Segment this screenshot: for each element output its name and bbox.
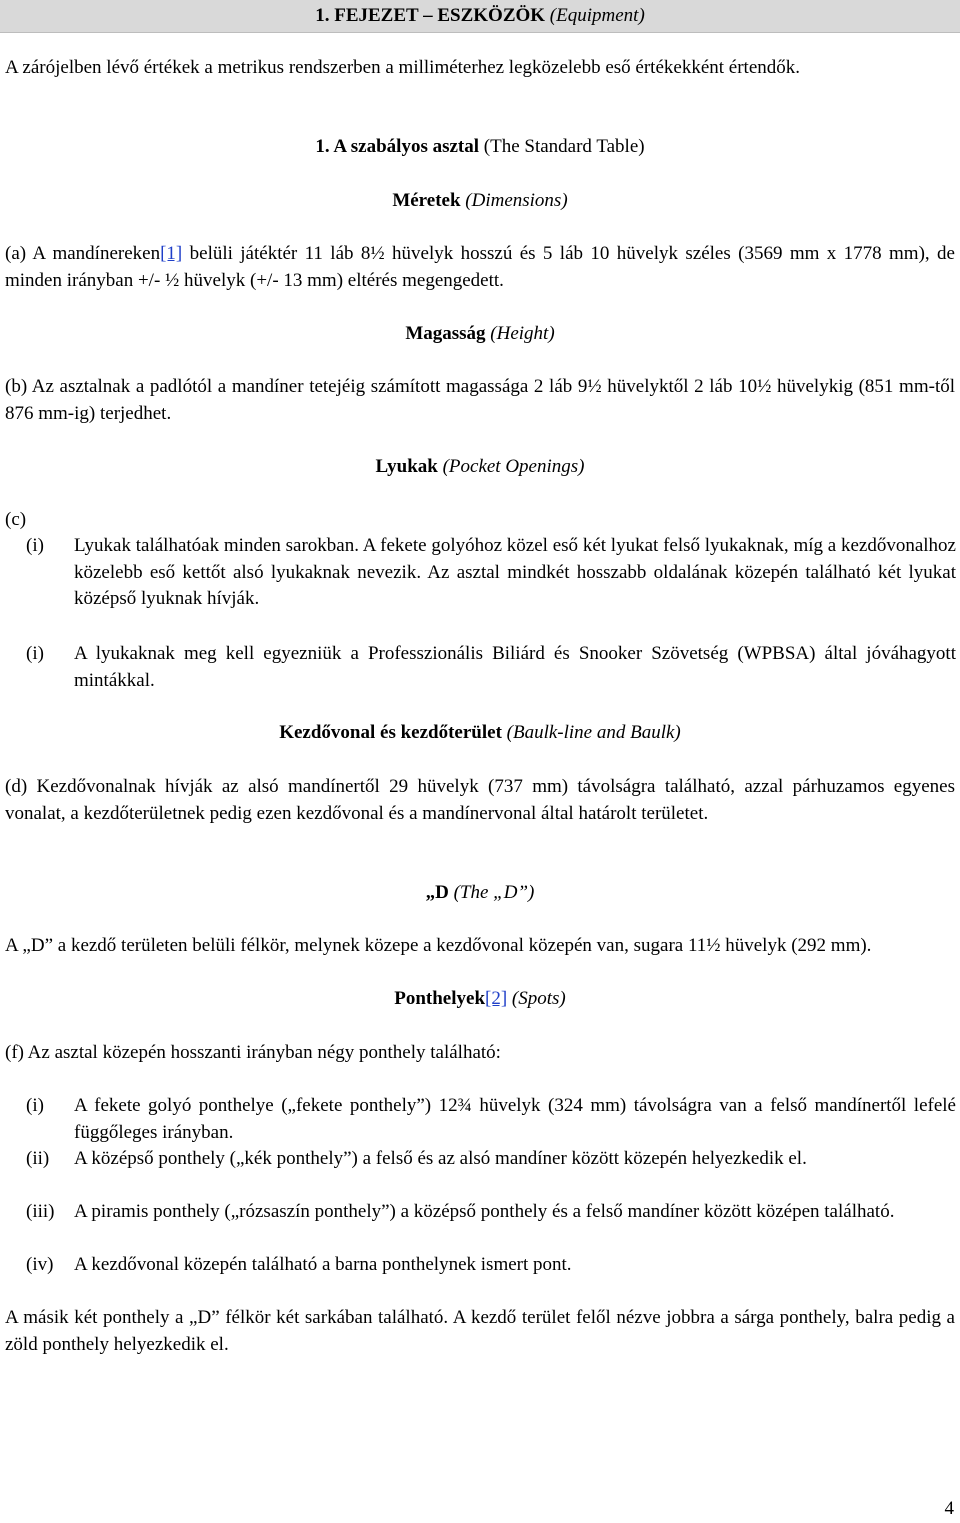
baulk-paragraph: (d) Kezdővonalnak hívják az alsó mandínertől 29 hüvelyk (737 mm) távolságra található, azzal párhuzamos egyenes vonalat, a kezdőterületnek pedig ezen kezdővonal és a mandínervonal által határolt területet.: [5, 776, 955, 824]
page-number: 4: [944, 1498, 954, 1519]
section-title: 1. A szabályos asztal (The Standard Table): [315, 136, 645, 157]
d-paragraph: A „D” a kezdő területen belüli félkör, melynek közepe a kezdővonal közepén van, sugara 11½ hüvelyk (292 mm).: [5, 935, 872, 956]
section-subtitle: (The Standard Table): [483, 136, 645, 157]
d-heading: „D (The „D”): [425, 882, 535, 903]
intro-paragraph: A zárójelben lévő értékek a metrikus rendszerben a milliméterhez legközelebb eső értékekként értendők.: [5, 57, 801, 78]
spots-closing-paragraph: A másik két ponthely a „D” félkör két sarkában található. A kezdő terület felől nézve jobbra a sárga ponthely, balra pedig a zöld ponthely helyezkedik el.: [5, 1307, 955, 1355]
dimensions-paragraph: (a) A mandínereken[1] belüli játéktér 11 láb 8½ hüvelyk hosszú és 5 láb 10 hüvelyk széles (3569 mm x 1778 mm), de minden irányban +/- ½ hüvelyk (+/- 13 mm) eltérés megengedett.: [5, 243, 955, 291]
list-item-number: (ii): [26, 1148, 50, 1169]
spots-heading: Ponthelyek[2] (Spots): [394, 988, 566, 1009]
list-item-number: (iv): [26, 1254, 54, 1275]
baulk-heading: Kezdővonal és kezdőterület (Baulk-line and Baulk): [279, 722, 681, 743]
chapter-title: 1. FEJEZET – ESZKÖZÖK: [315, 5, 546, 26]
list-item: A kezdővonal közepén található a barna ponthelynek ismert pont.: [74, 1254, 572, 1275]
list-item-number: (i): [26, 643, 44, 664]
chapter-heading: [0, 0, 960, 33]
pockets-label: (c): [5, 509, 27, 530]
footnote-link-1[interactable]: [1]: [160, 243, 183, 264]
height-heading: Magasság (Height): [405, 323, 555, 344]
list-item: A lyukaknak meg kell egyezniük a Professzionális Biliárd és Snooker Szövetség (WPBSA) által jóváhagyott mintákkal.: [74, 643, 956, 691]
pockets-heading: Lyukak (Pocket Openings): [375, 456, 585, 477]
list-item: A középső ponthely („kék ponthely”) a felső és az alsó mandíner között közepén helyezkedik el.: [74, 1148, 807, 1169]
list-item: Lyukak találhatóak minden sarokban. A fekete golyóhoz közel eső két lyukat felső lyukaknak, míg a kezdővonalhoz közelebb eső kettőt alsó lyukaknak nevezik. Az asztal mindkét hosszabb oldalának közepén található két lyukat középső lyuknak hívják.: [74, 535, 956, 609]
dimensions-heading: Méretek (Dimensions): [392, 190, 568, 211]
list-item-number: (i): [26, 1095, 44, 1116]
footnote-link-2[interactable]: [2]: [485, 988, 508, 1009]
list-item: A piramis ponthely („rózsaszín ponthely”) a középső ponthely és a felső mandíner között középen található.: [74, 1201, 895, 1222]
list-item-number: (i): [26, 535, 44, 556]
list-item: A fekete golyó ponthelye („fekete ponthely”) 12¾ hüvelyk (324 mm) távolságra van a felső mandínertől lefelé függőleges irányban.: [74, 1095, 956, 1143]
height-paragraph: (b) Az asztalnak a padlótól a mandíner tetejéig számított magassága 2 láb 9½ hüvelyktől 2 láb 10½ hüvelykig (851 mm-től 876 mm-ig) terjedhet.: [5, 376, 955, 424]
list-item-number: (iii): [26, 1201, 55, 1222]
chapter-subtitle: (Equipment): [549, 5, 645, 26]
spots-intro: (f) Az asztal közepén hosszanti irányban négy ponthely található:: [5, 1042, 501, 1063]
